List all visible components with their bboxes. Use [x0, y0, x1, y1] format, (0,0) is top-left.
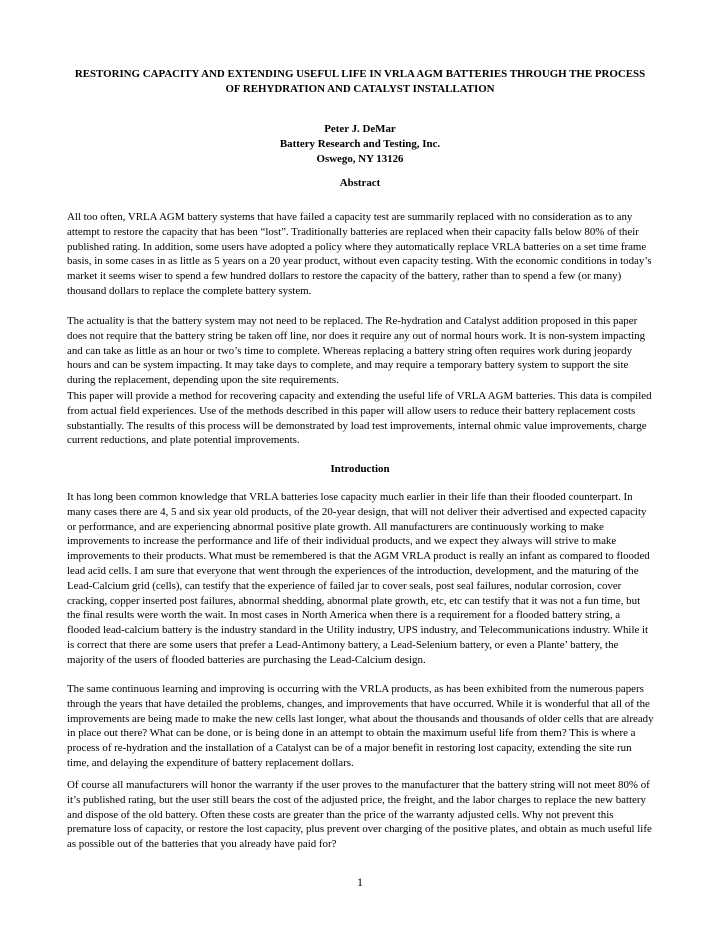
introduction-paragraph: It has long been common knowledge that VRLA batteries lose capacity much earlier in their life than their flooded counterpart. In many cases there are 4, 5 and six year old products, of the 20-year design, that will not deliver their advertised and expected capacity or performance, and are experiencing abnormal positive plate growth. All manufacturers are continuously working to make improvements to increase the performance and life of their individual products, and we expect they always will strive to make improvements to their products. What must be remembered is that the AGM VRLA product is really an infant as compared to flooded lead acid cells. I am sure that everyone that went through the experiences of the introduction, development, and the maturing of the Lead-Calcium grid (cells), can testify that the experience of failed jar to cover seals, post seal failures, nodular corrosion, cover cracking, copper inserted post failures, abnormal shedding, abnormal plate growth, etc, etc can testify that it was not a fun time, but the final results were worth the wait. In most cases in North America when there is a requirement for a flooded battery string, a flooded lead-calcium battery is the industry standard in the Utility industry, UPS industry, and Telecommunications industry. While it is correct that there are some users that prefer a Lead-Antimony battery, a Lead-Selenium battery, or even a Plante’ battery, the majority of the users of flooded batteries are purchasing the Lead-Calcium design. [67, 491, 650, 666]
introduction-paragraph: Of course all manufacturers will honor the warranty if the user proves to the manufacturer that the battery string will not meet 80% of it’s published rating, but the user still bears the cost of the adjusted price, the freight, and the labor charges to replace the new battery and dispose of the old battery. Often these costs are greater than the price of the warranty adjusted cells. Why not prevent this premature loss of capacity, or restore the lost capacity, plus prevent over charging of the positive plates, and obtain as much useful life as possible out of the batteries that you already have paid for? [67, 779, 652, 851]
abstract-paragraph: All too often, VRLA AGM battery systems that have failed a capacity test are summarily replaced with no consideration as to any attempt to restore the capacity that has been “lost”. Traditionally batteries are replaced when their capacity falls below 80% of their published rating. In addition, some users have adopted a policy where they automatically replace VRLA batteries on a set time frame basis, in some cases in as little as 5 years on a 20 year product, without even capacity testing. With the economic conditions in today’s market it seems wiser to spend a few hundred dollars to restore the capacity of the battery, rather than to spend a few (or many) thousand dollars to replace the complete battery system. [67, 211, 652, 297]
introduction-paragraph: The same continuous learning and improving is occurring with the VRLA products, as has been exhibited from the numerous papers through the years that have detailed the problems, changes, and improvements that have occurred. While it is wonderful that all of the improvements are being made to make the new cells last longer, what about the thousands and thousands of older cells that are already in place out there? What can be done, or is being done in an attempt to obtain the maximum useful life from them? This is where a process of re-hydration and the installation of a Catalyst can be of a major benefit in restoring lost capacity, extending the site run time, and delaying the expenditure of battery replacement dollars. [67, 683, 654, 769]
paper-title: RESTORING CAPACITY AND EXTENDING USEFUL LIFE IN VRLA AGM BATTERIES THROUGH THE PROCESS OF REHYDRATION AND CATALYST INSTALLATION [74, 68, 646, 95]
abstract-heading: Abstract [339, 177, 381, 189]
abstract-paragraph: The actuality is that the battery system may not need to be replaced. The Re-hydration and Catalyst addition proposed in this paper does not require that the battery string be taken off line, nor does it require any out of normal hours work. It is non-system impacting and can take as little as an hour or two’s time to complete. Whereas replacing a battery string often requires work during jeopardy hours and can be system impacting. It may take days to complete, and may require a temporary battery system to support the site during the replacement, depending upon the site requirements. [67, 315, 646, 387]
introduction-heading: Introduction [330, 463, 390, 475]
abstract-paragraph: This paper will provide a method for recovering capacity and extending the useful life of VRLA AGM batteries. This data is compiled from actual field experiences. Use of the methods described in this paper will allow users to reduce their battery replacement costs substantially. The results of this process will be demonstrated by load test improvements, internal ohmic value improvements, charge current reductions, and plate potential improvements. [67, 390, 652, 447]
author-location: Oswego, NY 13126 [316, 153, 404, 165]
author-affiliation: Battery Research and Testing, Inc. [279, 138, 441, 150]
author-name: Peter J. DeMar [324, 123, 396, 135]
page-number: 1 [357, 875, 363, 889]
